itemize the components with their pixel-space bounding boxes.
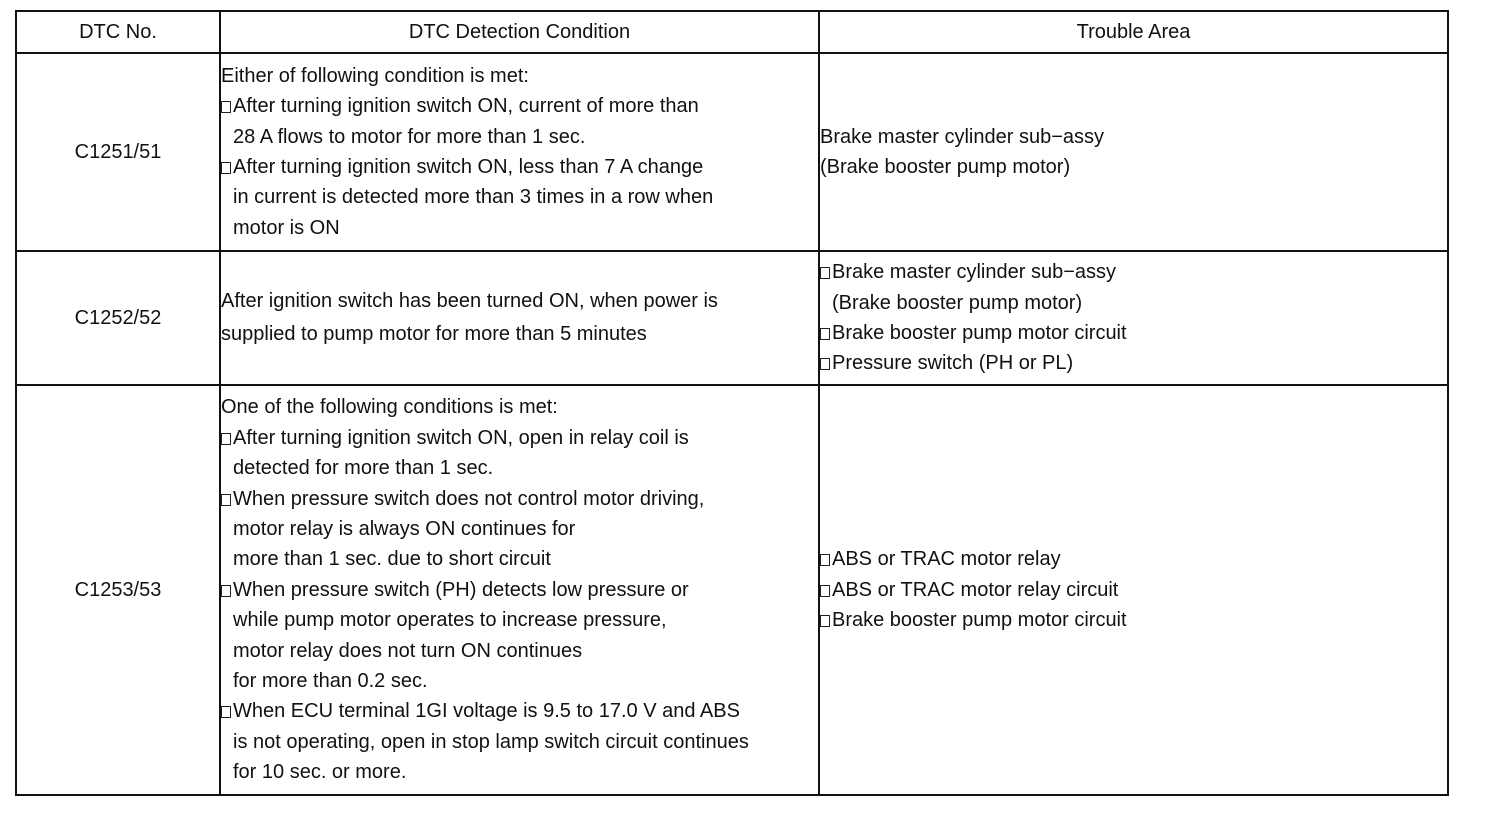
detection-condition-cell — [220, 385, 819, 795]
checkbox-bullet-icon — [820, 615, 830, 627]
condition-bullet: When ECU terminal 1GI voltage is 9.5 to 17.0 V and ABS — [221, 696, 818, 726]
trouble-area-bullet: Pressure switch (PH or PL) — [820, 348, 1447, 378]
condition-continuation: while pump motor operates to increase pressure, — [233, 609, 667, 632]
dtc-code: C1251/51 — [16, 53, 220, 251]
table-row — [16, 385, 1448, 795]
checkbox-bullet-icon — [221, 585, 231, 597]
checkbox-bullet-icon — [820, 267, 830, 279]
condition-continuation: motor is ON — [233, 216, 340, 239]
condition-bullet: When pressure switch does not control motor driving, — [221, 484, 818, 514]
condition-bullet: After turning ignition switch ON, less than 7 A change — [221, 152, 818, 182]
trouble-area-line: Brake master cylinder sub−assy — [820, 125, 1105, 148]
condition-continuation: detected for more than 1 sec. — [233, 457, 494, 480]
condition-line: After ignition switch has been turned ON, when power is — [221, 290, 718, 312]
trouble-area-bullet: Brake master cylinder sub−assy — [820, 257, 1447, 287]
condition-continuation: in current is detected more than 3 times in a row when — [233, 186, 714, 209]
dtc-code: C1253/53 — [16, 385, 220, 795]
trouble-area-bullet: Brake booster pump motor circuit — [820, 605, 1447, 635]
checkbox-bullet-icon — [221, 162, 231, 174]
dtc-table — [15, 10, 1449, 796]
trouble-area-line: (Brake booster pump motor) — [820, 156, 1071, 178]
condition-line: supplied to pump motor for more than 5 minutes — [221, 323, 647, 345]
condition-intro: Either of following condition is met: — [221, 64, 529, 87]
condition-continuation: is not operating, open in stop lamp switch circuit continues — [233, 730, 749, 753]
checkbox-bullet-icon — [221, 101, 231, 113]
condition-bullet: When pressure switch (PH) detects low pressure or — [221, 575, 818, 605]
checkbox-bullet-icon — [221, 433, 231, 445]
condition-continuation: more than 1 sec. due to short circuit — [233, 548, 551, 571]
table-row — [16, 53, 1448, 251]
checkbox-bullet-icon — [820, 328, 830, 340]
checkbox-bullet-icon — [820, 585, 830, 597]
condition-intro: One of the following conditions is met: — [221, 396, 558, 419]
condition-continuation: 28 A flows to motor for more than 1 sec. — [233, 125, 586, 148]
header-dtc-no: DTC No. — [16, 11, 220, 53]
table-row — [16, 251, 1448, 385]
trouble-area-bullet: Brake booster pump motor circuit — [820, 318, 1447, 348]
detection-condition-cell — [220, 53, 819, 251]
trouble-area-cell — [819, 385, 1448, 795]
condition-continuation: for more than 0.2 sec. — [233, 670, 428, 693]
condition-continuation: motor relay is always ON continues for — [233, 517, 576, 540]
condition-bullet: After turning ignition switch ON, open in relay coil is — [221, 423, 818, 453]
header-detection-condition: DTC Detection Condition — [220, 11, 819, 53]
detection-condition-cell — [220, 251, 819, 385]
header-row — [16, 11, 1448, 53]
condition-continuation: for 10 sec. or more. — [233, 761, 407, 784]
condition-bullet: After turning ignition switch ON, current of more than — [221, 91, 818, 121]
condition-continuation: motor relay does not turn ON continues — [233, 639, 583, 662]
trouble-area-continuation: (Brake booster pump motor) — [832, 291, 1083, 314]
trouble-area-bullet: ABS or TRAC motor relay circuit — [820, 575, 1447, 605]
header-trouble-area: Trouble Area — [819, 11, 1448, 53]
checkbox-bullet-icon — [221, 706, 231, 718]
dtc-code: C1252/52 — [16, 251, 220, 385]
trouble-area-cell — [819, 53, 1448, 251]
trouble-area-bullet: ABS or TRAC motor relay — [820, 544, 1447, 574]
checkbox-bullet-icon — [221, 494, 231, 506]
trouble-area-cell — [819, 251, 1448, 385]
checkbox-bullet-icon — [820, 554, 830, 566]
checkbox-bullet-icon — [820, 358, 830, 370]
